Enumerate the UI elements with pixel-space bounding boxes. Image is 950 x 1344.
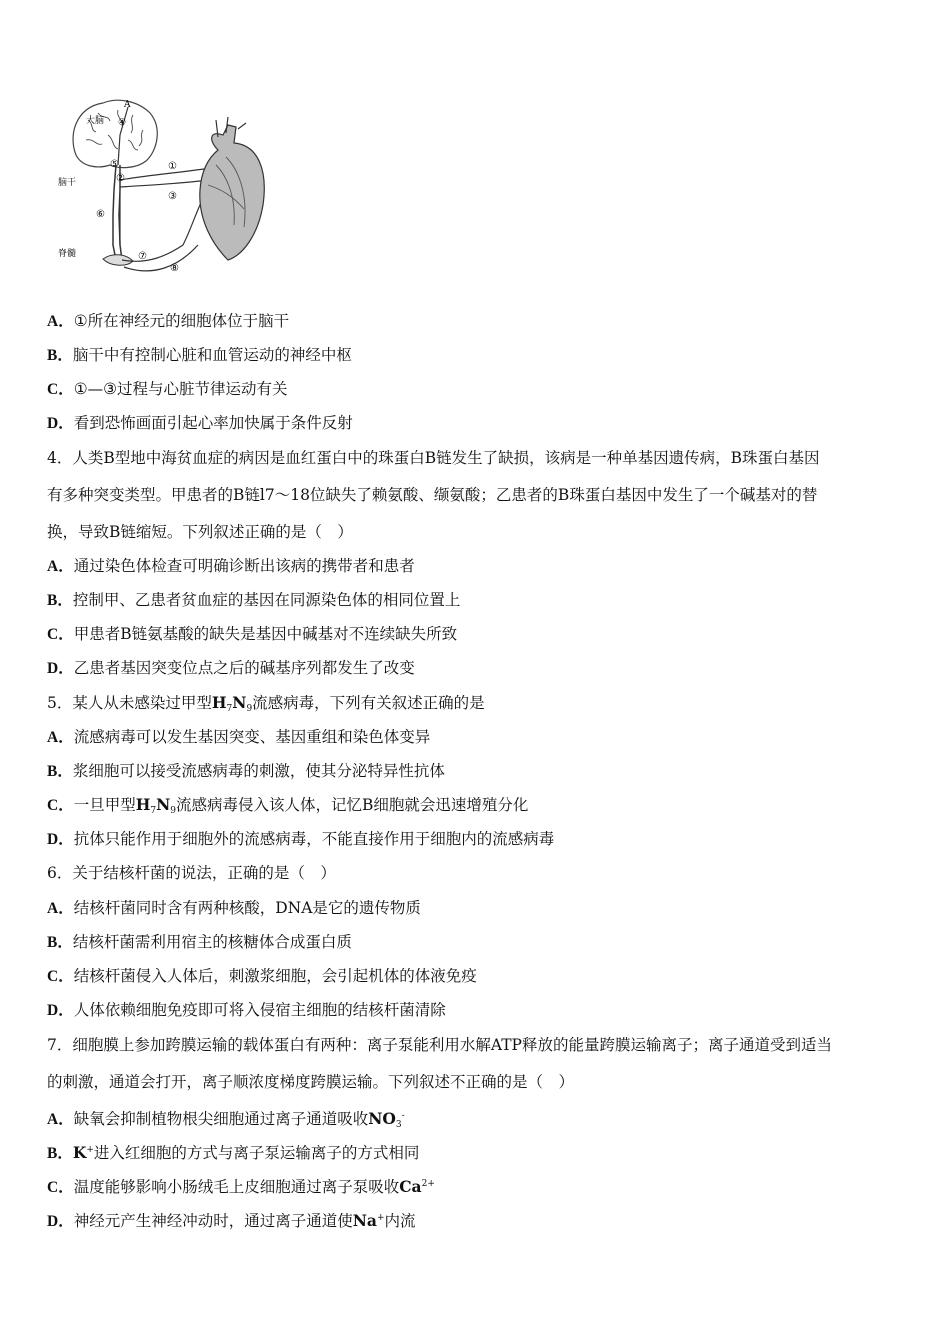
q6-option-d: D．人体依赖细胞免疫即可将入侵宿主细胞的结核杆菌清除 [47,1001,446,1019]
q4-option-d: D．乙患者基因突变位点之后的碱基序列都发生了改变 [47,659,415,677]
diagram-svg [58,95,273,285]
q5-option-b: B．浆细胞可以接受流感病毒的刺激，使其分泌特异性抗体 [47,762,445,780]
q3-option-c: C．①—③过程与心脏节律运动有关 [47,380,288,398]
q6-stem: 6．关于结核杆菌的说法，正确的是（ ） [47,864,336,882]
label-n2: ② [116,173,125,184]
q4-stem-line3: 换，导致B链缩短。下列叙述正确的是（ ） [47,523,353,541]
label-spinal-cord: 脊髓 [58,249,77,259]
brain-drawing [73,100,157,167]
q7-option-a: A．缺氧会抑制植物根尖细胞通过离子通道吸收$NO_3^-$ [47,1109,405,1130]
label-cerebrum: 大脑 [86,116,105,126]
neural-heart-diagram [58,95,273,285]
q7-stem-line1: 7．细胞膜上参加跨膜运输的载体蛋白有两种：离子泵能利用水解ATP释放的能量跨膜运输离子；离子通道受到适当 [47,1036,832,1054]
label-n6: ⑥ [96,209,105,220]
label-a: A [124,100,131,110]
label-brainstem: 脑干 [58,178,77,188]
label-n3: ③ [168,191,177,202]
q5-stem: 5．某人从未感染过甲型$H_7N_9$流感病毒，下列有关叙述正确的是 [47,693,485,714]
q5-option-a: A．流感病毒可以发生基因突变、基因重组和染色体变异 [47,728,431,746]
label-n5: ⑤ [110,159,119,170]
q7-option-d: D．神经元产生神经冲动时，通过离子通道使Na+内流 [47,1211,416,1230]
q7-option-c: C．温度能够影响小肠绒毛上皮细胞通过离子泵吸收$Ca^{2+}$ [47,1177,435,1196]
label-n4: ④ [118,118,127,128]
q6-option-b: B．结核杆菌需利用宿主的核糖体合成蛋白质 [47,933,352,951]
q4-option-c: C．甲患者B链氨基酸的缺失是基因中碱基对不连续缺失所致 [47,625,458,643]
q4-stem-line2: 有多种突变类型。甲患者的B链l7～18位缺失了赖氨酸、缬氨酸；乙患者的B珠蛋白基因中发生了一个碱基对的替 [47,486,818,504]
q6-option-c: C．结核杆菌侵入人体后，刺激浆细胞，会引起机体的体液免疫 [47,967,477,985]
q3-option-a: A．①所在神经元的细胞体位于脑干 [47,312,290,330]
q5-option-d: D．抗体只能作用于细胞外的流感病毒，不能直接作用于细胞内的流感病毒 [47,830,555,848]
label-n1: ① [168,161,177,172]
q4-option-b: B．控制甲、乙患者贫血症的基因在同源染色体的相同位置上 [47,591,461,609]
q6-option-a: A．结核杆菌同时含有两种核酸，DNA是它的遗传物质 [47,899,421,917]
q4-option-a: A．通过染色体检查可明确诊断出该病的携带者和患者 [47,557,415,575]
heart-drawing [200,117,264,260]
label-n8: ⑧ [170,263,179,274]
q3-option-b: B．脑干中有控制心脏和血管运动的神经中枢 [47,346,352,364]
label-n7: ⑦ [138,251,147,262]
q7-option-b: B．K+进入红细胞的方式与离子泵运输离子的方式相同 [47,1143,420,1162]
q7-stem-line2: 的刺激，通道会打开，离子顺浓度梯度跨膜运输。下列叙述不正确的是（ ） [47,1073,575,1091]
q3-option-d: D．看到恐怖画面引起心率加快属于条件反射 [47,414,353,432]
q4-stem-line1: 4．人类B型地中海贫血症的病因是血红蛋白中的珠蛋白B链发生了缺损，该病是一种单基因遗传病，B珠蛋白基因 [47,449,820,467]
q5-option-c: C．一旦甲型$H_7N_9$流感病毒侵入该人体，记忆B细胞就会迅速增殖分化 [47,795,529,816]
